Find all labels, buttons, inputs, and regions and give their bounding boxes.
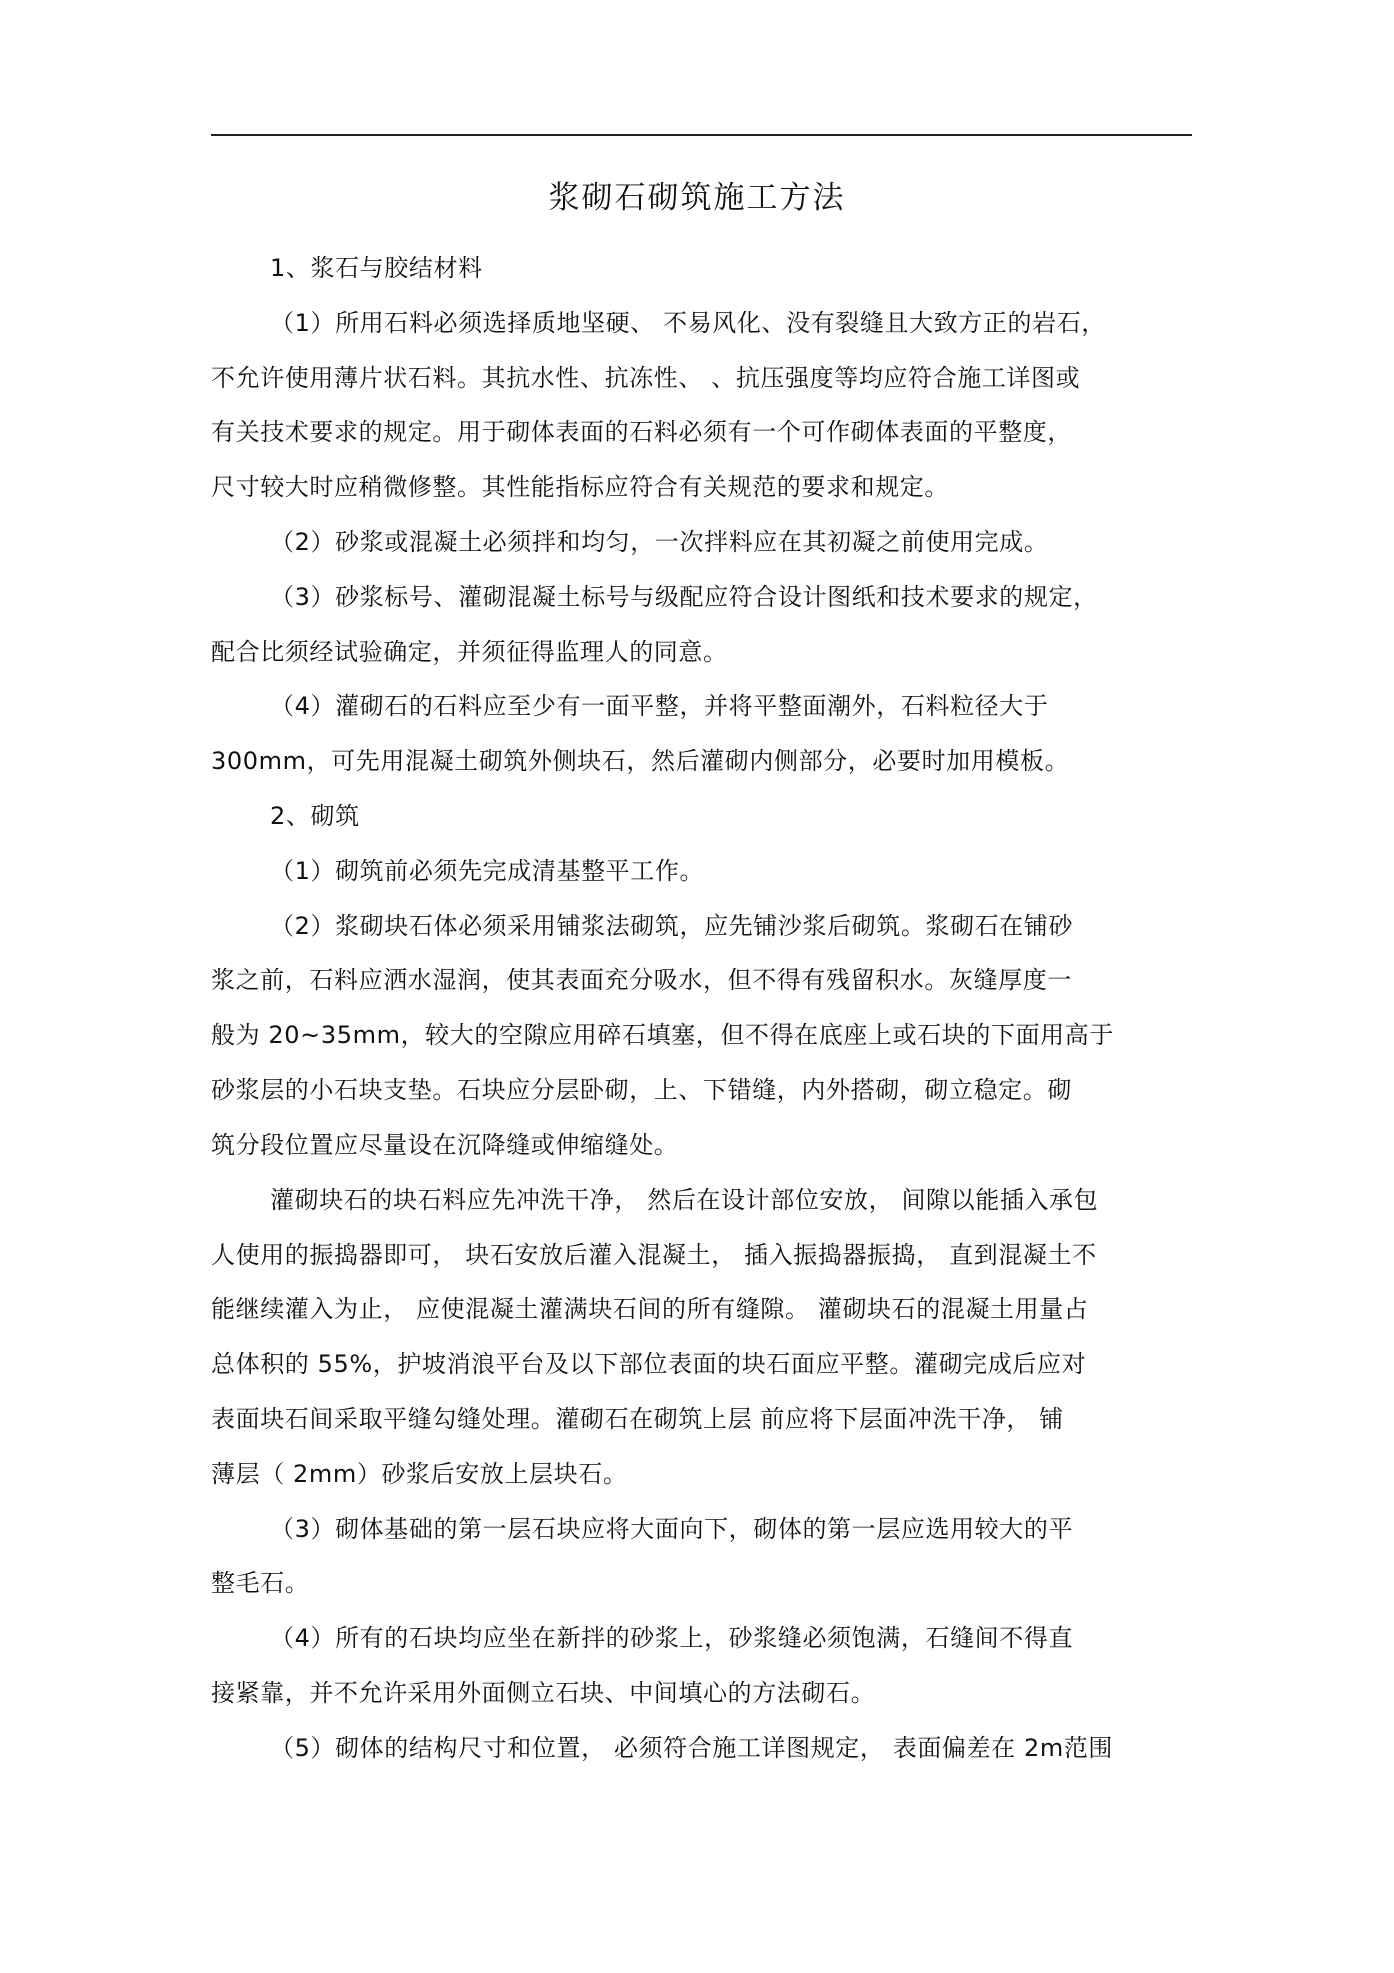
paragraph-line: 般为 20~35mm，较大的空隙应用碎石填塞，但不得在底座上或石块的下面用高于	[211, 1021, 1114, 1049]
paragraph-line: 浆之前，石料应洒水湿润，使其表面充分吸水，但不得有残留积水。灰缝厚度一	[211, 966, 1072, 994]
paragraph-line: 配合比须经试验确定，并须征得监理人的同意。	[211, 638, 728, 666]
paragraph-line: 砂浆层的小石块支垫。石块应分层卧砌，上、下错缝，内外搭砌，砌立稳定。砌	[211, 1076, 1072, 1104]
header-rule	[211, 134, 1192, 136]
paragraph-line: 表面块石间采取平缝勾缝处理。灌砌石在砌筑上层 前应将下层面冲洗干净， 铺	[211, 1405, 1064, 1433]
paragraph-line: 有关技术要求的规定。用于砌体表面的石料必须有一个可作砌体表面的平整度，	[211, 418, 1072, 446]
paragraph-line: （2）砂浆或混凝土必须拌和均匀，一次拌料应在其初凝之前使用完成。	[270, 528, 1049, 556]
paragraph-line: 人使用的振捣器即可， 块石安放后灌入混凝土， 插入振捣器振捣， 直到混凝土不	[211, 1241, 1097, 1269]
page-title: 浆砌石砌筑施工方法	[548, 180, 846, 216]
paragraph-line: （2）浆砌块石体必须采用铺浆法砌筑，应先铺沙浆后砌筑。浆砌石在铺砂	[270, 912, 1074, 940]
paragraph-line: 300mm，可先用混凝土砌筑外侧块石，然后灌砌内侧部分，必要时加用模板。	[211, 747, 1070, 775]
paragraph-line: （3）砂浆标号、灌砌混凝土标号与级配应符合设计图纸和技术要求的规定，	[270, 583, 1098, 611]
paragraph-line: 筑分段位置应尽量设在沉降缝或伸缩缝处。	[211, 1131, 679, 1159]
paragraph-line: 总体积的 55%，护坡消浪平台及以下部位表面的块石面应平整。灌砌完成后应对	[211, 1350, 1087, 1378]
paragraph-line: （5）砌体的结构尺寸和位置， 必须符合施工详图规定， 表面偏差在 2m范围	[270, 1734, 1114, 1762]
paragraph-line: 灌砌块石的块石料应先冲洗干净， 然后在设计部位安放， 间隙以能插入承包	[270, 1186, 1099, 1214]
paragraph-line: 能继续灌入为止， 应使混凝土灌满块石间的所有缝隙。 灌砌块石的混凝土用量占	[211, 1295, 1089, 1323]
paragraph-line: （1）所用石料必须选择质地坚硬、 不易风化、没有裂缝且大致方正的岩石，	[270, 309, 1106, 337]
paragraph-line: （3）砌体基础的第一层石块应将大面向下，砌体的第一层应选用较大的平	[270, 1515, 1074, 1543]
section-heading-1: 1、浆石与胶结材料	[270, 254, 483, 282]
paragraph-line: 尺寸较大时应稍微修整。其性能指标应符合有关规范的要求和规定。	[211, 473, 949, 501]
paragraph-line: （1）砌筑前必须先完成清基整平工作。	[270, 857, 705, 885]
paragraph-line: （4）所有的石块均应坐在新拌的砂浆上，砂浆缝必须饱满，石缝间不得直	[270, 1624, 1074, 1652]
paragraph-line: 不允许使用薄片状石料。其抗水性、抗冻性、 、抗压强度等均应符合施工详图或	[211, 364, 1081, 392]
paragraph-line: 接紧靠，并不允许采用外面侧立石块、中间填心的方法砌石。	[211, 1679, 876, 1707]
section-heading-2: 2、砌筑	[270, 802, 360, 830]
paragraph-line: 整毛石。	[211, 1569, 310, 1597]
paragraph-line: （4）灌砌石的石料应至少有一面平整，并将平整面潮外，石料粒径大于	[270, 692, 1049, 720]
paragraph-line: 薄层（ 2mm）砂浆后安放上层块石。	[211, 1460, 628, 1488]
